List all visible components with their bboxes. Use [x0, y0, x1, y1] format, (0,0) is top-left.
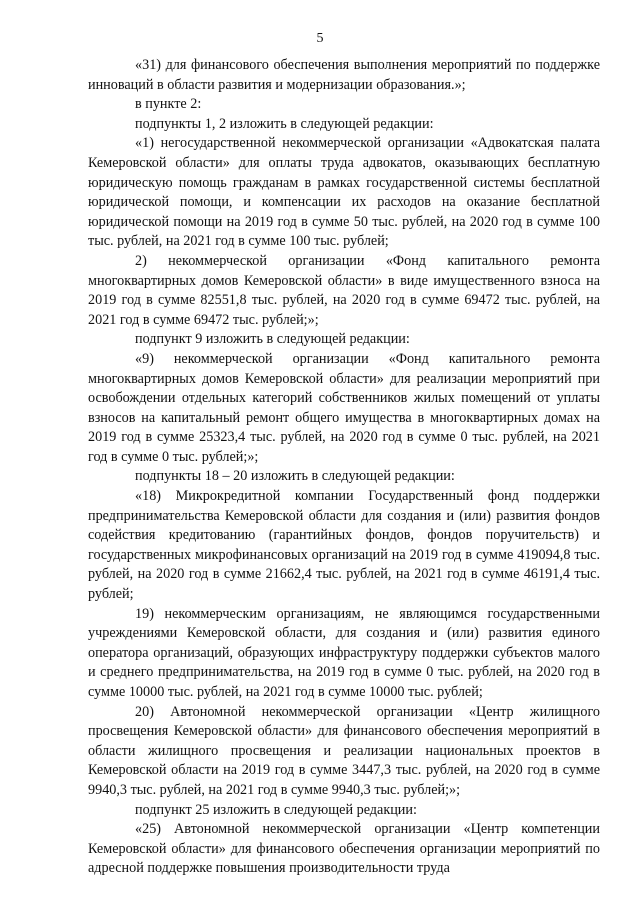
paragraph-subpoint-9: «9) некоммерческой организации «Фонд капитального ремонта многоквартирных домов Кемеровской области» для реализации мероприятий при освобождении отдельных категорий собственников жилых помещений от уплаты взносов на капитальный ремонт общего имущества в многоквартирных домах на 2019 год в сумме 25323,4 тыс. рублей, на 2020 год в сумме 0 тыс. рублей, на 2021 год в сумме 0 тыс. рублей;»;: [88, 350, 600, 465]
paragraph-subpoint-2: 2) некоммерческой организации «Фонд капитального ремонта многоквартирных домов Кемеровской области» в виде имущественного взноса на 2019 год в сумме 82551,8 тыс. рублей, на 2020 год в сумме 69472 тыс. рублей, на 2021 год в сумме 69472 тыс. рублей;»;: [88, 252, 600, 328]
paragraph-subpoints-1-2-heading: подпункты 1, 2 изложить в следующей редакции:: [135, 115, 434, 132]
paragraph-subpoint-18: «18) Микрокредитной компании Государственный фонд поддержки предпринимательства Кемеровской области для создания и (или) развития фондов содействия кредитованию (гарантийных фондов, фондов поручительств) и государственных микрофинансовых организаций на 2019 год в сумме 419094,8 тыс. рублей, на 2020 год в сумме 21662,4 тыс. рублей, на 2021 год в сумме 46191,4 тыс. рублей;: [88, 488, 600, 603]
paragraph-subpoint-1: «1) негосударственной некоммерческой организации «Адвокатская палата Кемеровской области» для оплаты труда адвокатов, оказывающих бесплатную юридическую помощь гражданам в рамках государственной системы бесплатной юридической помощи, и компенсации их расходов на оказание бесплатной юридической помощи на 2019 год в сумме 50 тыс. рублей, на 2020 год в сумме 100 тыс. рублей, на 2021 год в сумме 100 тыс. рублей;: [88, 135, 600, 250]
paragraph-subpoints-18-20-heading: подпункты 18 – 20 изложить в следующей редакции:: [135, 468, 455, 485]
page-number: 5: [316, 31, 324, 46]
paragraph-subpoint-25-heading: подпункт 25 изложить в следующей редакции:: [135, 801, 417, 818]
paragraph-subpoint-20: 20) Автономной некоммерческой организации «Центр жилищного просвещения Кемеровской области» для финансового обеспечения мероприятий в области жилищного просвещения и реализации национальных проектов в Кемеровской области на 2019 год в сумме 3447,3 тыс. рублей, на 2020 год в сумме 9940,3 тыс. рублей, на 2021 год в сумме 9940,3 тыс. рублей;»;: [88, 703, 600, 798]
paragraph-in-point-2: в пункте 2:: [135, 96, 202, 113]
paragraph-31-inovations: «31) для финансового обеспечения выполнения мероприятий по поддержке инноваций в области развития и модернизации образования.»;: [88, 57, 600, 93]
paragraph-subpoint-25: «25) Автономной некоммерческой организации «Центр компетенции Кемеровской области» для финансового обеспечения организации мероприятий по адресной поддержке повышения производительности труда: [88, 821, 600, 877]
document-body: [88, 56, 600, 879]
paragraph-subpoint-9-heading: подпункт 9 изложить в следующей редакции:: [135, 331, 410, 348]
paragraph-subpoint-19: 19) некоммерческим организациям, не являющимся государственными учреждениями Кемеровской области, для создания и (или) развития единого оператора организаций, образующих инфраструктуру поддержки субъектов малого и среднего предпринимательства, на 2019 год в сумме 0 тыс. рублей, на 2020 год в сумме 10000 тыс. рублей, на 2021 год в сумме 10000 тыс. рублей;: [88, 605, 600, 700]
